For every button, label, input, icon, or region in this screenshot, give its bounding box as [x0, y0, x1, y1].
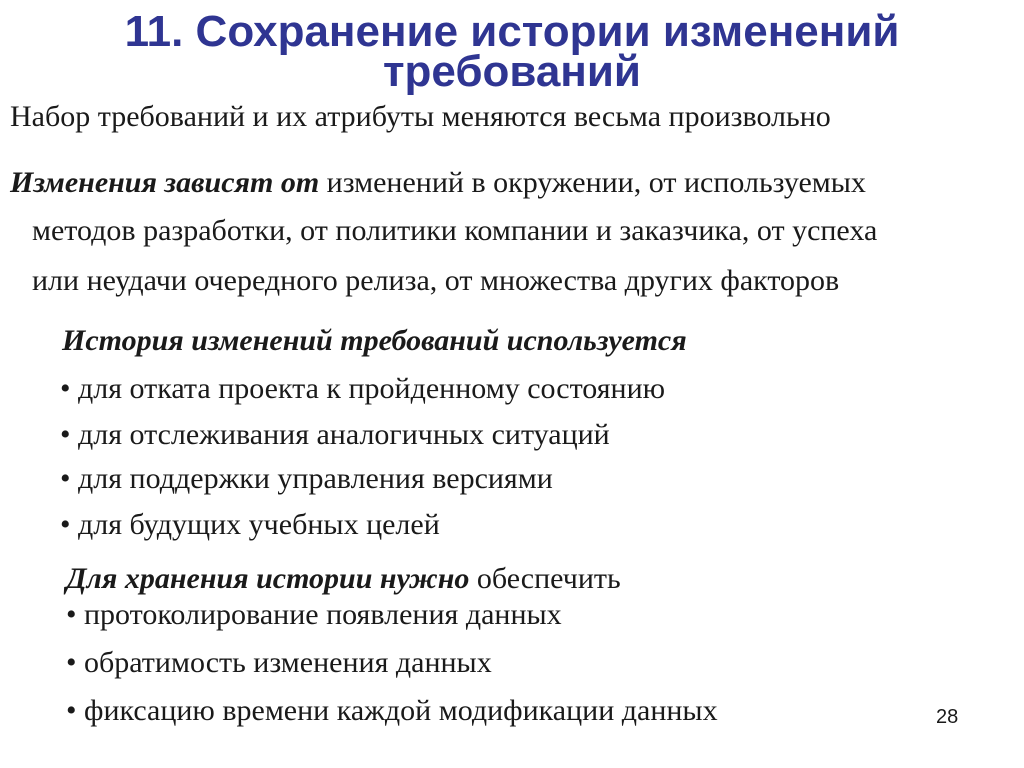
changes-lead-emphasis: Изменения зависят от [10, 166, 320, 199]
changes-line-3: или неудачи очередного релиза, от множества других факторов [32, 264, 840, 297]
storage-heading-rest: обеспечить [469, 562, 621, 595]
changes-line-2: методов разработки, от политики компании и заказчика, от успеха [32, 214, 878, 247]
page-number: 28 [936, 706, 959, 728]
changes-lead-rest: изменений в окружении, от используемых [319, 166, 866, 199]
history-usage-item: • для отслеживания аналогичных ситуаций [60, 418, 610, 451]
history-usage-item: • для поддержки управления версиями [60, 462, 553, 495]
storage-item: • фиксацию времени каждой модификации данных [66, 694, 718, 727]
history-usage-item: • для будущих учебных целей [60, 508, 440, 541]
changes-line-1 [10, 166, 866, 200]
storage-heading-emphasis: Для хранения истории нужно [66, 562, 470, 595]
storage-heading [66, 562, 621, 596]
storage-item: • обратимость изменения данных [66, 646, 492, 679]
slide-title-line-2: требований [383, 47, 641, 96]
storage-item: • протоколирование появления данных [66, 598, 562, 631]
intro-text: Набор требований и их атрибуты меняются весьма произвольно [10, 100, 831, 133]
history-usage-item: • для отката проекта к пройденному состоянию [60, 372, 666, 405]
history-usage-heading: История изменений требований используется [62, 324, 687, 357]
slide-title-line-1: 11. Сохранение истории изменений [124, 7, 900, 56]
